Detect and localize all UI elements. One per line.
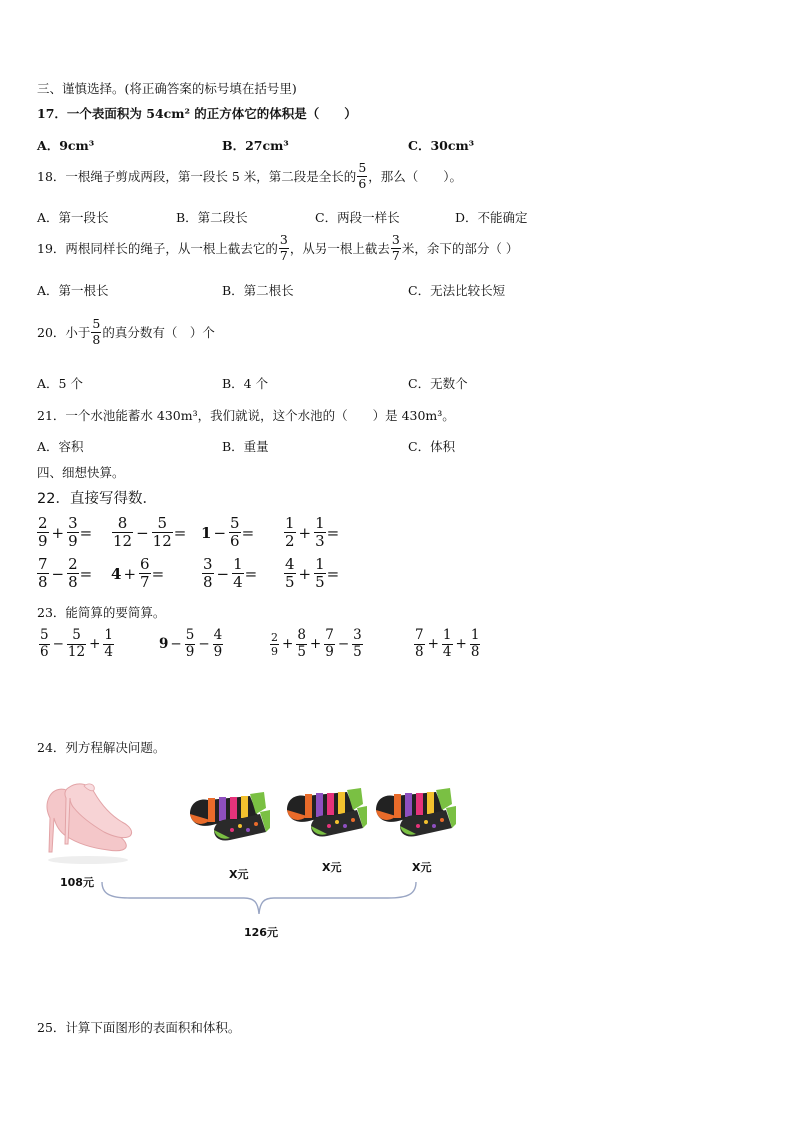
q22-expr-7: $\frac{3}{8}$ − $\frac{1}{4}$ = — [203, 555, 258, 591]
q21-stem: 21．一个水池能蓄水 430m³，我们就说，这个水池的（ ）是 430m³。 — [37, 408, 455, 423]
socks-image-3 — [372, 782, 456, 840]
socks-image-2 — [283, 782, 367, 840]
q23-title: 23．能简算的要简算。 — [37, 605, 166, 620]
q17-stem: 17．一个表面积为 54cm² 的正方体它的体积是（ ） — [37, 106, 357, 121]
q21-option-a: A．容积 — [37, 439, 84, 454]
q19-fraction-2: $\frac{3}{7}$ — [391, 232, 400, 263]
sock-price-label-3: X元 — [412, 861, 432, 874]
shoe-price-label: 108元 — [60, 876, 94, 889]
q22-expr-3: 1 − $\frac{5}{6}$ = — [201, 514, 255, 550]
q22-expr-4: $\frac{1}{2}$ + $\frac{1}{3}$ = — [285, 514, 340, 550]
q18-stem — [37, 162, 462, 190]
q18-option-d: D．不能确定 — [455, 210, 528, 225]
q18-option-a: A．第一段长 — [37, 210, 109, 225]
q20-stem — [37, 318, 215, 346]
shoes-image — [42, 778, 134, 866]
q20-fraction: $\frac{5}{8}$ — [92, 316, 101, 347]
q19-option-c: C．无法比较长短 — [408, 283, 506, 298]
q18-option-c: C．两段一样长 — [315, 210, 400, 225]
q21-option-b: B．重量 — [222, 439, 269, 454]
q23-expr-1: $\frac{5}{6}$ − $\frac{5}{12}$ + $\frac{1}{4}$ — [40, 627, 113, 660]
q18-option-b: B．第二段长 — [176, 210, 248, 225]
q19-option-b: B．第二根长 — [222, 283, 294, 298]
total-price-label: 126元 — [244, 926, 278, 939]
q19-fraction-1: $\frac{3}{7}$ — [279, 232, 288, 263]
total-brace — [100, 880, 420, 920]
section-3-title: 三、谨慎选择。(将正确答案的标号填在括号里) — [37, 81, 297, 96]
q18-text-post: ，那么（ ）。 — [368, 169, 463, 184]
q20-option-c: C．无数个 — [408, 376, 468, 391]
q18-text-pre: 18．一根绳子剪成两段，第一段长 5 米，第二段是全长的 — [37, 169, 357, 184]
q19-text-pre: 19．两根同样长的绳子，从一根上截去它的 — [37, 241, 278, 256]
sock-price-label-2: X元 — [322, 861, 342, 874]
sock-price-label-1: X元 — [229, 868, 249, 881]
q20-option-b: B．4 个 — [222, 376, 269, 391]
q23-expr-3: $\frac{2}{9}$ + $\frac{8}{5}$ + $\frac{7}{9}$ − $\frac{3}{5}$ — [271, 627, 362, 660]
q22-expr-5: $\frac{7}{8}$ − $\frac{2}{8}$ = — [38, 555, 93, 591]
q22-expr-8: $\frac{4}{5}$ + $\frac{1}{5}$ = — [285, 555, 340, 591]
section-4-title: 四、细想快算。 — [37, 465, 125, 480]
q18-fraction: $\frac{5}{6}$ — [358, 160, 367, 191]
socks-image-1 — [186, 786, 270, 844]
q22-title: 22．直接写得数． — [37, 491, 157, 507]
q17-option-b: B．27cm³ — [222, 138, 289, 153]
q21-option-c: C．体积 — [408, 439, 456, 454]
q20-option-a: A．5 个 — [37, 376, 83, 391]
q22-expr-1: $\frac{2}{9}$ + $\frac{3}{9}$ = — [38, 514, 93, 550]
q23-expr-4: $\frac{7}{8}$ + $\frac{1}{4}$ + $\frac{1}{8}$ — [415, 627, 480, 660]
q19-stem — [37, 234, 518, 262]
q25-title: 25．计算下面图形的表面积和体积。 — [37, 1020, 241, 1035]
q24-title: 24．列方程解决问题。 — [37, 740, 166, 755]
q23-expr-2: 9 − $\frac{5}{9}$ − $\frac{4}{9}$ — [159, 627, 223, 660]
q19-text-post: 米，余下的部分（ ） — [401, 241, 519, 256]
q17-option-c: C．30cm³ — [408, 138, 475, 153]
q19-text-mid: ，从另一根上截去 — [289, 241, 390, 256]
q22-expr-2: $\frac{8}{12}$ − $\frac{5}{12}$ = — [113, 514, 187, 550]
q22-expr-6: 4 + $\frac{6}{7}$ = — [111, 555, 165, 591]
q17-option-a: A．9cm³ — [37, 138, 95, 153]
q19-option-a: A．第一根长 — [37, 283, 109, 298]
q20-text-post: 的真分数有（ ）个 — [102, 325, 215, 340]
q20-text-pre: 20．小于 — [37, 325, 91, 340]
